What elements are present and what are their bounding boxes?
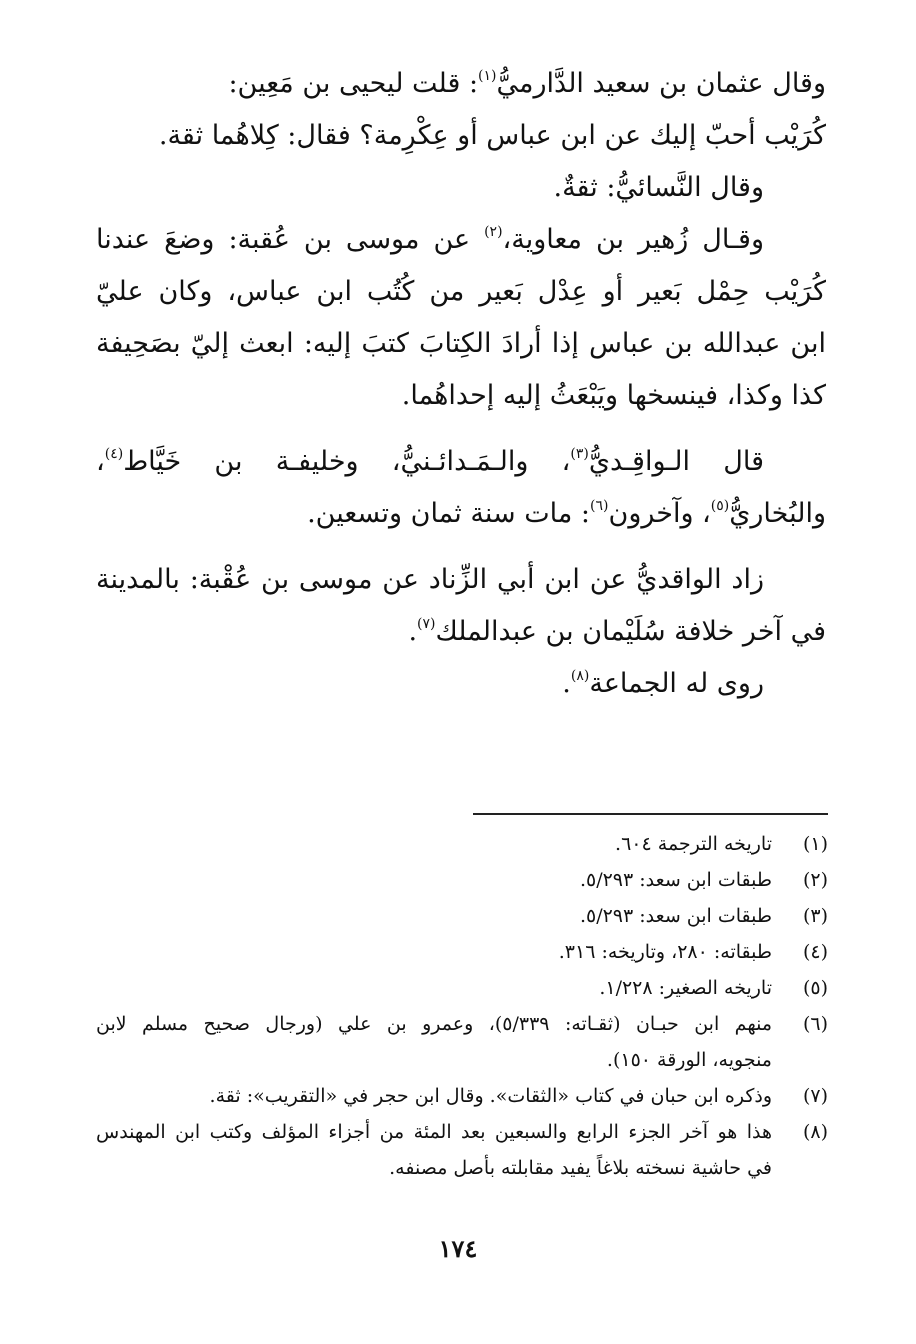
page-number: ١٧٤	[438, 1234, 478, 1263]
footnote-number: (٢)	[802, 869, 828, 891]
text-line-2: كُرَيْب أحبّ إليك عن ابن عباس أو عِكْرِمة؟ فقال: كِلاهُما ثقة.	[158, 120, 826, 151]
footnote-text: منهم ابن حبـان (ثقـاته: ٥/٣٣٩)، وعمرو بن علي (ورجال صحيح مسلم لابن	[96, 1013, 772, 1035]
footnote-number: (٥)	[802, 977, 828, 999]
footnote-4	[96, 934, 828, 970]
footnote-ref-3: (٣)	[570, 446, 589, 462]
footnote-2	[96, 862, 828, 898]
footnote-text: طبقاته: ٢٨٠، وتاريخه: ٣١٦.	[558, 941, 772, 963]
footnote-text: تاريخه الترجمة ٦٠٤.	[615, 833, 772, 855]
footnote-8	[96, 1114, 828, 1186]
text-line-3: وقال النَّسائيُّ: ثقةٌ.	[553, 172, 764, 203]
footnote-text: وذكره ابن حبان في كتاب «الثقات». وقال ابن حجر في «التقريب»: ثقة.	[209, 1085, 772, 1107]
text-line-5: كُرَيْب حِمْل بَعير أو عِدْل بَعير من كُتُب ابن عباس، وكان عليّ	[96, 276, 826, 307]
text-line-8: قال الـواقِـديُّ$^{(٣)}$، والـمَـدائـنيُّ، وخليفـة بن خَيَّاط$^{(٤)}$،	[96, 446, 764, 477]
footnote-text: منجويه، الورقة ١٥٠).	[606, 1049, 772, 1071]
footnote-7	[96, 1078, 828, 1114]
footnote-number: (٨)	[802, 1121, 828, 1143]
footnote-number: (٣)	[802, 905, 828, 927]
footnote-1	[96, 826, 828, 862]
text-line-1: وقال عثمان بن سعيد الدَّارميُّ$^{(١)}$: قلت ليحيى بن مَعِين:	[228, 68, 826, 99]
main-text	[96, 58, 826, 710]
footnote-5	[96, 970, 828, 1006]
text-line-9: والبُخاريُّ$^{(٥)}$، وآخرون$^{(٦)}$: مات سنة ثمان وتسعين.	[307, 498, 826, 529]
footnote-ref-1: (١)	[478, 68, 497, 84]
footnote-3	[96, 898, 828, 934]
footnote-ref-6: (٦)	[590, 498, 609, 514]
footnote-text: تاريخه الصغير: ١/٢٢٨.	[599, 977, 772, 999]
footnote-divider	[473, 813, 828, 815]
footnote-number: (٤)	[802, 941, 828, 963]
footnote-ref-7: (٧)	[417, 616, 436, 632]
footnote-ref-4: (٤)	[104, 446, 124, 462]
text-line-12: روى له الجماعة$^{(٨)}$.	[562, 668, 764, 699]
text-line-11: في آخر خلافة سُلَيْمان بن عبدالملك$^{(٧)}$.	[408, 616, 826, 647]
footnote-6	[96, 1006, 828, 1078]
footnote-ref-8: (٨)	[570, 668, 590, 684]
text-line-6: ابن عبدالله بن عباس إذا أرادَ الكِتابَ كتبَ إليه: ابعث إليّ بصَحِيفة	[96, 328, 826, 359]
footnote-text: طبقات ابن سعد: ٥/٢٩٣.	[579, 869, 772, 891]
footnote-text: هذا هو آخر الجزء الرابع والسبعين بعد المئة من أجزاء المؤلف وكتب ابن المهندس	[96, 1121, 772, 1143]
text-line-7: كذا وكذا، فينسخها ويَبْعَثُ إليه إحداهُما.	[401, 380, 826, 411]
text-line-10: زاد الواقديُّ عن ابن أبي الزِّناد عن موسى بن عُقْبة: بالمدينة	[96, 564, 764, 595]
footnote-number: (٧)	[802, 1085, 828, 1107]
footnote-ref-5: (٥)	[710, 498, 730, 514]
text-line-4: وقـال زُهير بن معاوية،$^{(٢)}$ عن موسى بن عُقبة: وضعَ عندنا	[96, 224, 764, 255]
footnote-ref-2: (٢)	[484, 224, 503, 240]
footnote-text: في حاشية نسخته بلاغاً يفيد مقابلته بأصل مصنفه.	[389, 1157, 772, 1179]
footnotes	[96, 826, 828, 1186]
footnote-number: (١)	[802, 833, 828, 855]
footnote-number: (٦)	[802, 1013, 828, 1035]
footnote-text: طبقات ابن سعد: ٥/٢٩٣.	[579, 905, 772, 927]
